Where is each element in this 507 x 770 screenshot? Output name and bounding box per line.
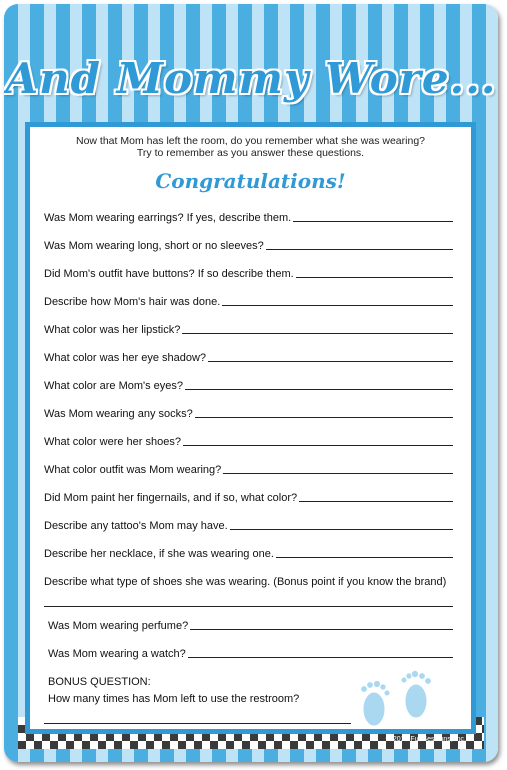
- instructions: [30, 135, 471, 159]
- answer-line[interactable]: [223, 472, 453, 474]
- question-row: [44, 464, 453, 476]
- answer-line[interactable]: [182, 332, 453, 334]
- answer-line[interactable]: [195, 416, 453, 418]
- question-text: What color were her shoes?: [44, 436, 181, 448]
- answer-line[interactable]: [230, 528, 453, 530]
- question-row: [44, 408, 453, 420]
- answer-line[interactable]: [183, 444, 453, 446]
- answer-line[interactable]: [222, 304, 453, 306]
- question-text: Was Mom wearing any socks?: [44, 408, 193, 420]
- answer-line[interactable]: [188, 656, 453, 658]
- bonus-title: BONUS QUESTION:: [48, 676, 151, 688]
- question-row: [44, 268, 453, 280]
- answer-line[interactable]: [293, 220, 453, 222]
- question-row: [44, 520, 453, 532]
- question-row: [44, 352, 453, 364]
- answer-line[interactable]: [276, 556, 453, 558]
- question-text: What color was her eye shadow?: [44, 352, 207, 364]
- instructions-line-1: Now that Mom has left the room, do you remember what she was wearing?: [76, 135, 425, 147]
- copyright: © 2013 FunSessions, Inc.: [385, 736, 466, 743]
- question-row: [44, 296, 453, 308]
- question-text: Did Mom's outfit have buttons? If so describe them.: [44, 268, 294, 280]
- question-text: Describe her necklace, if she was wearing one.: [44, 548, 274, 560]
- question-row: [44, 492, 453, 504]
- question-text: What color outfit was Mom wearing?: [44, 464, 222, 476]
- answer-line[interactable]: [185, 388, 453, 390]
- baby-feet-icon: [352, 667, 442, 731]
- question-text: Was Mom wearing long, short or no sleeves?: [44, 240, 264, 252]
- question-row: [44, 380, 453, 392]
- question-text: Describe how Mom's hair was done.: [44, 296, 221, 308]
- question-text: What color was her lipstick?: [44, 324, 181, 336]
- answer-line[interactable]: [266, 248, 453, 250]
- question-text: Was Mom wearing perfume?: [48, 620, 189, 632]
- question-text: Was Mom wearing earrings? If yes, describe them.: [44, 212, 292, 224]
- page-title: And Mommy Wore...: [5, 54, 497, 103]
- game-card: [4, 4, 498, 762]
- question-row: [48, 620, 453, 632]
- question-row: [44, 324, 453, 336]
- question-text: Was Mom wearing a watch?: [48, 648, 186, 660]
- question-row: [48, 648, 453, 660]
- answer-line[interactable]: [190, 628, 453, 630]
- question-text: What color are Mom's eyes?: [44, 380, 184, 392]
- answer-line[interactable]: [44, 723, 351, 724]
- question-row: [44, 576, 453, 588]
- bonus-question: How many times has Mom left to use the restroom?: [48, 693, 300, 705]
- answer-line[interactable]: [208, 360, 453, 362]
- answer-line[interactable]: [299, 500, 453, 502]
- question-row: [44, 212, 453, 224]
- question-row: [44, 548, 453, 560]
- instructions-line-2: Try to remember as you answer these questions.: [136, 147, 365, 159]
- question-panel: [25, 122, 476, 734]
- question-row: [44, 240, 453, 252]
- question-text: Describe what type of shoes she was wearing. (Bonus point if you know the brand): [44, 576, 447, 588]
- question-text: Did Mom paint her fingernails, and if so, what color?: [44, 492, 298, 504]
- question-text: Describe any tattoo's Mom may have.: [44, 520, 228, 532]
- answer-line[interactable]: [44, 606, 453, 607]
- question-row: [44, 436, 453, 448]
- answer-line[interactable]: [296, 276, 453, 278]
- congratulations-heading: Congratulations!: [155, 169, 346, 193]
